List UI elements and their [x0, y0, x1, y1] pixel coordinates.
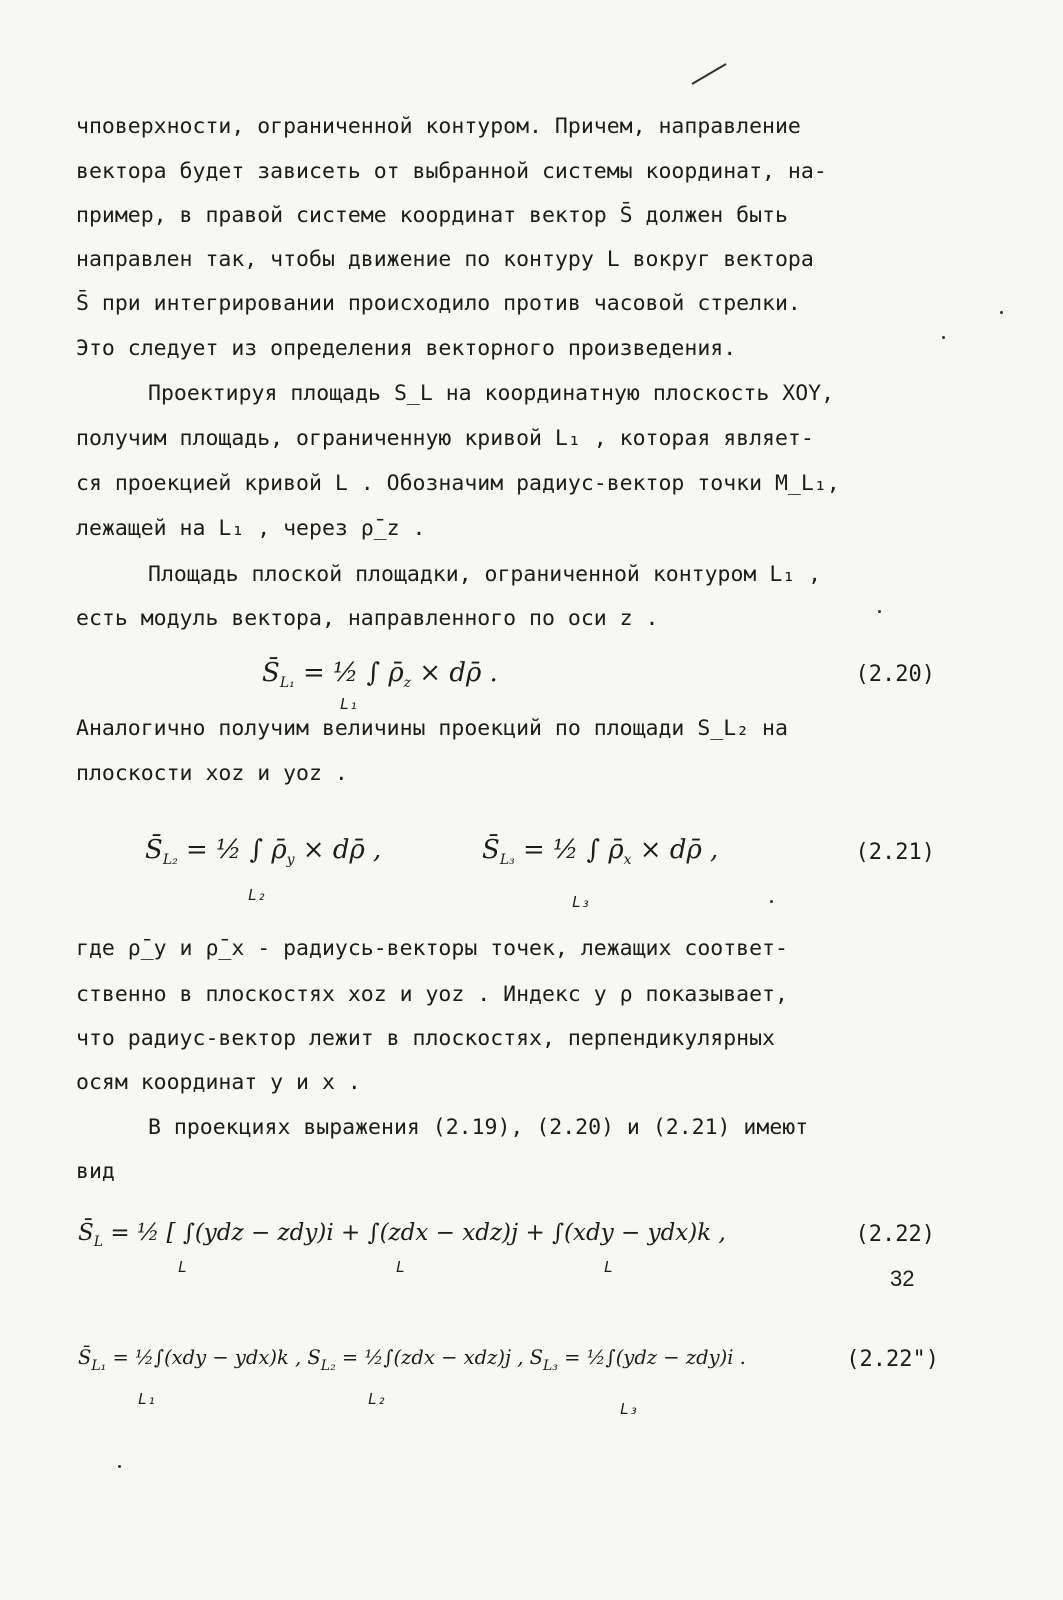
eq-subscript: L₂	[162, 852, 178, 868]
text-line: пример, в правой системе координат вектор S̄ должен быть	[76, 203, 788, 228]
integral-limit: L	[178, 1258, 188, 1276]
eq-body: = ½∫(ydz − zdy)i .	[557, 1346, 746, 1369]
eq-body: = ½∫(zdx − xdz)j ,	[335, 1346, 524, 1369]
eq-lhs: S̄	[262, 658, 280, 688]
equation-number: (2.21)	[855, 840, 935, 865]
text-line: ственно в плоскостях xoz и yoz . Индекс у ρ показывает,	[76, 982, 788, 1007]
eq-subscript: z	[403, 675, 411, 691]
text-line: направлен так, чтобы движение по контуру L вокруг вектора	[76, 247, 814, 272]
dust-speck	[1000, 311, 1003, 314]
eq-body: = ½ [ ∫(ydz − zdy)i + ∫(zdx − xdz)j + ∫(xdy − ydx)k ,	[103, 1220, 726, 1246]
eq-subscript: L₂	[320, 1358, 336, 1374]
integral-limit: L₃	[620, 1400, 639, 1418]
eq-body: = ½ ∫ ρ̄	[177, 835, 287, 865]
text-line: Аналогично получим величины проекций по площади S_L₂ на	[76, 716, 788, 741]
dust-speck	[942, 336, 945, 339]
equation-number: (2.20)	[855, 662, 935, 687]
integral-limit: L	[604, 1258, 614, 1276]
integral-limit: L₁	[340, 695, 359, 713]
equation-number: (2.22)	[855, 1222, 935, 1247]
eq-lhs: S	[301, 1346, 321, 1369]
eq-subscript: L₃	[542, 1358, 558, 1374]
equation-2-21-a	[145, 833, 381, 877]
page-number: 32	[890, 1266, 915, 1291]
text-line: вектора будет зависеть от выбранной системы координат, на-	[76, 159, 827, 184]
eq-body: = ½ ∫ ρ̄	[294, 658, 404, 688]
text-line: ся проекцией кривой L . Обозначим радиус-вектор точки M_L₁,	[76, 471, 840, 496]
dust-speck	[118, 1465, 121, 1468]
dust-speck	[878, 610, 881, 613]
eq-tail: × dρ̄ ,	[631, 835, 719, 865]
text-line: В проекциях выражения (2.19), (2.20) и (2.21) имеют	[148, 1115, 809, 1140]
integral-limit: L	[396, 1258, 406, 1276]
equation-2-22-bis	[78, 1341, 746, 1383]
integral-limit: L₃	[572, 893, 591, 911]
text-line: лежащей на L₁ , через ρ̄_z .	[76, 516, 426, 541]
text-line: вид	[76, 1159, 115, 1184]
equation-2-20	[262, 656, 498, 700]
text-line: где ρ̄_y и ρ̄_x - радиусь-векторы точек, лежащих соответ-	[76, 936, 788, 961]
text-line: осям координат y и x .	[76, 1070, 361, 1095]
text-line: Проектируя площадь S_L на координатную плоскость XOY,	[148, 381, 835, 406]
text-line: S̄ при интегрировании происходило против часовой стрелки.	[76, 291, 801, 316]
eq-lhs: S̄	[482, 835, 500, 865]
eq-tail: × dρ̄ .	[411, 658, 498, 688]
text-line: Площадь плоской площадки, ограниченной контуром L₁ ,	[148, 562, 822, 587]
equation-2-22	[78, 1216, 726, 1259]
eq-lhs: S̄	[78, 1220, 94, 1246]
integral-limit: L₂	[248, 886, 267, 904]
integral-limit: L₂	[368, 1390, 387, 1408]
eq-lhs: S	[523, 1346, 543, 1369]
eq-lhs: S̄	[145, 835, 163, 865]
eq-tail: × dρ̄ ,	[294, 835, 382, 865]
eq-lhs: S̄	[78, 1346, 92, 1369]
eq-subscript: L₁	[91, 1358, 107, 1374]
eq-subscript: L₁	[279, 675, 295, 691]
dust-speck	[770, 900, 773, 903]
eq-body: = ½∫(xdy − ydx)k ,	[106, 1346, 302, 1369]
pen-mark	[690, 58, 730, 88]
text-line: что радиус-вектор лежит в плоскостях, перпендикулярных	[76, 1026, 775, 1051]
text-line: чповерхности, ограниченной контуром. Причем, направление	[76, 114, 801, 139]
text-line: Это следует из определения векторного произведения.	[76, 336, 737, 361]
equation-2-21-b	[482, 833, 718, 877]
text-line: плоскости xoz и yoz .	[76, 761, 348, 786]
equation-number: (2.22")	[846, 1347, 939, 1372]
eq-subscript: y	[286, 852, 295, 868]
eq-subscript: x	[623, 852, 632, 868]
eq-subscript: L₃	[499, 852, 515, 868]
integral-limit: L₁	[138, 1390, 157, 1408]
text-line: получим площадь, ограниченную кривой L₁ , которая являет-	[76, 426, 814, 451]
eq-body: = ½ ∫ ρ̄	[514, 835, 624, 865]
eq-subscript: L	[93, 1234, 104, 1250]
text-line: есть модуль вектора, направленного по оси z .	[76, 606, 659, 631]
